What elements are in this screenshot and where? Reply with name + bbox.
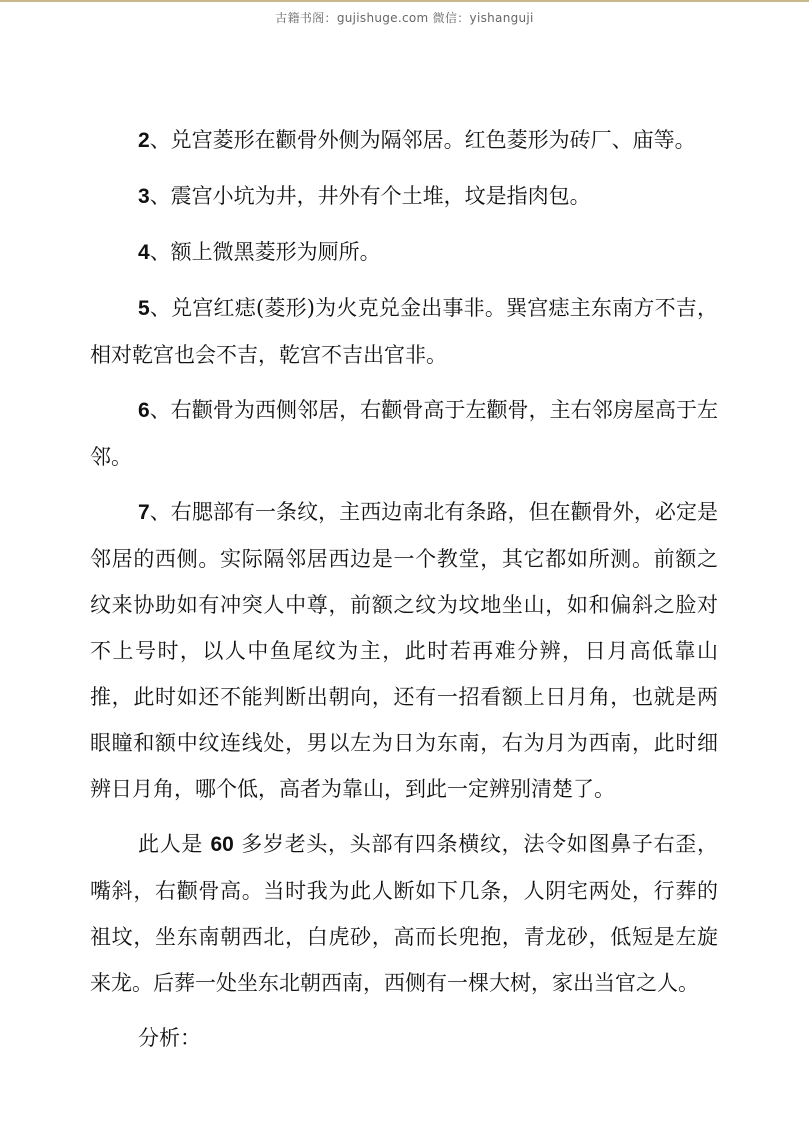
item-number: 2 — [138, 129, 150, 152]
site-label: 古籍书阁： — [275, 11, 337, 25]
item-3 — [90, 173, 718, 220]
item-4 — [90, 229, 718, 276]
item-text: 、震宫小坑为井，井外有个土堆，坟是指肉包。 — [149, 184, 591, 208]
item-number: 4 — [138, 241, 150, 264]
document-body — [90, 117, 718, 1070]
case-text: 多岁老头，头部有四条横纹，法令如图鼻子右歪，嘴斜，右颧骨高。当时我为此人断如下几条，人阴宅两处，行葬的祖坟，坐东南朝西北，白虎砂，高而长兜抱，青龙砂，低短是左旋来龙。后葬一处坐东北朝西南，西侧有一棵大树，家出当官之人。 — [90, 832, 719, 995]
item-2 — [90, 117, 718, 164]
item-number: 3 — [138, 185, 150, 208]
case-paragraph — [90, 821, 718, 1006]
case-age: 60 — [210, 833, 234, 856]
item-number: 5 — [138, 297, 150, 320]
item-text: 、兑宫红痣(菱形)为火克兑金出事非。巽宫痣主东南方不吉，相对乾宫也会不吉，乾宫不吉出官非。 — [90, 296, 718, 367]
item-text: 、右颧骨为西侧邻居，右颧骨高于左颧骨，主右邻房屋高于左邻。 — [90, 398, 718, 469]
case-prefix: 此人是 — [138, 832, 204, 856]
item-number: 6 — [138, 399, 150, 422]
item-number: 7 — [138, 501, 150, 524]
item-6 — [90, 387, 718, 480]
item-text: 、兑宫菱形在颧骨外侧为隔邻居。红色菱形为砖厂、庙等。 — [149, 128, 696, 152]
header-rule — [0, 0, 809, 2]
item-text: 、右腮部有一条纹，主西边南北有条路，但在颧骨外，必定是邻居的西侧。实际隔邻居西边是一个教堂，其它都如所测。前额之纹来协助如有冲突人中尊，前额之纹为坟地坐山，如和偏斜之脸对不上号时，以人中鱼尾纹为主，此时若再难分辨，日月高低靠山推，此时如还不能判断出朝向，还有一招看额上日月角，也就是两眼瞳和额中纹连线处，男以左为日为东南，右为月为西南，此时细辨日月角，哪个低，高者为靠山，到此一定辨别清楚了。 — [90, 500, 718, 801]
item-text: 、额上微黑菱形为厕所。 — [149, 240, 381, 264]
item-7 — [90, 489, 718, 812]
page-header — [0, 9, 809, 26]
item-5 — [90, 285, 718, 378]
analysis-heading: 分析： — [138, 1026, 201, 1050]
wechat-label: 微信： — [432, 11, 470, 25]
site-url[interactable]: gujishuge.com — [336, 11, 429, 25]
wechat-id: yishanguji — [469, 11, 534, 25]
